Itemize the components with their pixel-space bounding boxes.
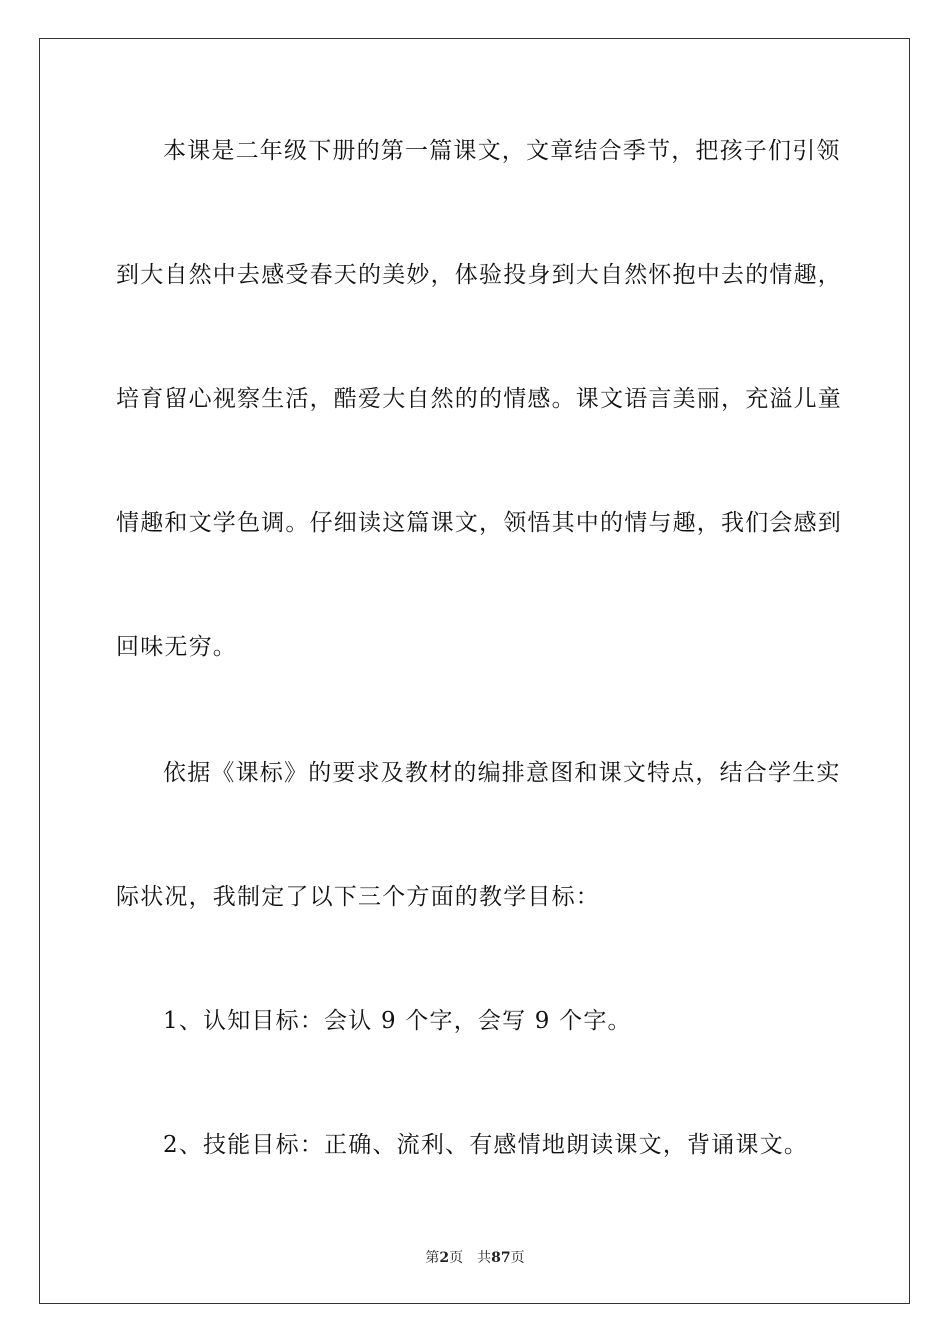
footer-total-pages: 87: [491, 1250, 511, 1266]
objective-1-cognitive: 1、认知目标：会认 9 个字，会写 9 个字。: [163, 1008, 632, 1034]
footer-page-number: 2: [439, 1250, 450, 1266]
page-border: [39, 38, 910, 1304]
objective-2-skill: 2、技能目标：正确、流利、有感情地朗读课文，背诵课文。: [163, 1132, 809, 1158]
paragraph-1-line-4: 情趣和文学色调。仔细读这篇课文，领悟其中的情与趣，我们会感到: [116, 510, 842, 536]
footer-page-suffix: 页: [449, 1250, 464, 1266]
paragraph-1-line-5: 回味无穷。: [116, 634, 237, 660]
footer-total-prefix: 共: [477, 1250, 492, 1266]
footer-total-suffix: 页: [510, 1250, 525, 1266]
paragraph-1-line-2: 到大自然中去感受春天的美妙，体验投身到大自然怀抱中去的情趣，: [116, 262, 842, 288]
footer-page-prefix: 第: [425, 1250, 440, 1266]
paragraph-2-line-2: 际状况，我制定了以下三个方面的教学目标：: [116, 884, 600, 910]
paragraph-1-line-3: 培育留心视察生活，酷爱大自然的的情感。课文语言美丽，充溢儿童: [116, 386, 842, 412]
page-footer: [0, 1247, 950, 1267]
paragraph-2-line-1: 依据《课标》的要求及教材的编排意图和课文特点，结合学生实: [163, 760, 841, 786]
paragraph-1-line-1: 本课是二年级下册的第一篇课文，文章结合季节，把孩子们引领: [163, 138, 841, 164]
